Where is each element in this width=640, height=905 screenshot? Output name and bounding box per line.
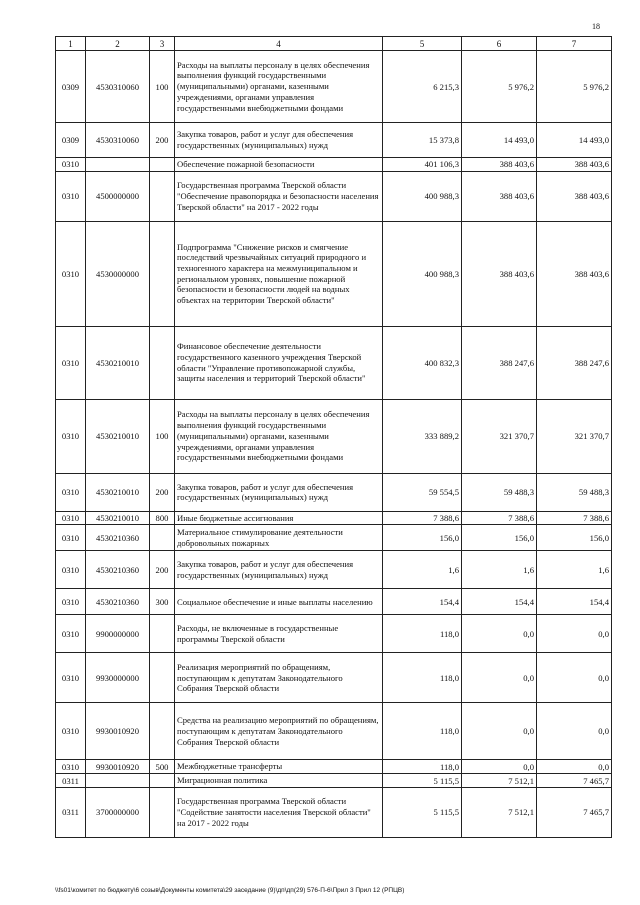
amount-col5: 59 554,5 bbox=[383, 473, 462, 511]
section-code: 0310 bbox=[56, 473, 86, 511]
target-article-code: 3700000000 bbox=[86, 787, 150, 837]
row-description: Реализация мероприятий по обращениям, поступающим к депутатам Законодательного Собрания Тверской области bbox=[175, 653, 383, 703]
target-article-code bbox=[86, 774, 150, 788]
target-article-code: 9900000000 bbox=[86, 615, 150, 653]
amount-col6: 5 976,2 bbox=[462, 51, 537, 123]
amount-col6: 321 370,7 bbox=[462, 399, 537, 473]
section-code: 0310 bbox=[56, 760, 86, 774]
target-article-code: 4530210360 bbox=[86, 551, 150, 589]
target-article-code: 4530210010 bbox=[86, 399, 150, 473]
amount-col6: 59 488,3 bbox=[462, 473, 537, 511]
target-article-code bbox=[86, 158, 150, 172]
expense-type-code: 300 bbox=[150, 589, 175, 615]
row-description: Межбюджетные трансферты bbox=[175, 760, 383, 774]
amount-col6: 0,0 bbox=[462, 653, 537, 703]
target-article-code: 9930010920 bbox=[86, 703, 150, 760]
expense-type-code bbox=[150, 221, 175, 326]
table-row bbox=[56, 171, 612, 221]
amount-col5: 401 106,3 bbox=[383, 158, 462, 172]
amount-col5: 400 988,3 bbox=[383, 221, 462, 326]
section-code: 0310 bbox=[56, 399, 86, 473]
expense-type-code bbox=[150, 326, 175, 399]
target-article-code: 9930010920 bbox=[86, 760, 150, 774]
amount-col7: 1,6 bbox=[537, 551, 612, 589]
amount-col7: 7 465,7 bbox=[537, 774, 612, 788]
footer-file-path: \\fs01\комитет по бюджету\6 созыв\Документы комитета\29 заседание (9)\дп\дп(29) 576-П-6\Прил 3 Прил 12 (РПЦВ) bbox=[55, 887, 405, 894]
amount-col6: 7 512,1 bbox=[462, 774, 537, 788]
amount-col6: 154,4 bbox=[462, 589, 537, 615]
amount-col7: 0,0 bbox=[537, 615, 612, 653]
section-code: 0309 bbox=[56, 123, 86, 158]
row-description: Государственная программа Тверской области "Обеспечение правопорядка и безопасности населения Тверской области" на 2017 - 2022 годы bbox=[175, 171, 383, 221]
table-row bbox=[56, 158, 612, 172]
table-row bbox=[56, 511, 612, 525]
target-article-code: 4530000000 bbox=[86, 221, 150, 326]
amount-col7: 154,4 bbox=[537, 589, 612, 615]
row-description: Закупка товаров, работ и услуг для обеспечения государственных (муниципальных) нужд bbox=[175, 473, 383, 511]
row-description: Миграционная политика bbox=[175, 774, 383, 788]
table-row bbox=[56, 326, 612, 399]
section-code: 0310 bbox=[56, 511, 86, 525]
section-code: 0310 bbox=[56, 615, 86, 653]
amount-col6: 0,0 bbox=[462, 615, 537, 653]
header-cell: 2 bbox=[86, 37, 150, 51]
row-description: Расходы на выплаты персоналу в целях обеспечения выполнения функций государственными (муниципальными) органами, казенными учреждениями, органами управления государственными внебюджетными фондами bbox=[175, 51, 383, 123]
target-article-code: 4530210360 bbox=[86, 525, 150, 551]
table-row bbox=[56, 774, 612, 788]
amount-col5: 156,0 bbox=[383, 525, 462, 551]
table-row bbox=[56, 51, 612, 123]
amount-col5: 154,4 bbox=[383, 589, 462, 615]
expense-type-code bbox=[150, 774, 175, 788]
expense-type-code bbox=[150, 703, 175, 760]
header-cell: 7 bbox=[537, 37, 612, 51]
section-code: 0310 bbox=[56, 158, 86, 172]
amount-col7: 5 976,2 bbox=[537, 51, 612, 123]
target-article-code: 4530310060 bbox=[86, 123, 150, 158]
target-article-code: 4530210010 bbox=[86, 326, 150, 399]
budget-table bbox=[55, 36, 612, 838]
target-article-code: 4500000000 bbox=[86, 171, 150, 221]
row-description: Расходы на выплаты персоналу в целях обеспечения выполнения функций государственными (муниципальными) органами, казенными учреждениями, органами управления государственными внебюджетными фондами bbox=[175, 399, 383, 473]
amount-col7: 388 403,6 bbox=[537, 158, 612, 172]
header-cell: 3 bbox=[150, 37, 175, 51]
table-row bbox=[56, 703, 612, 760]
amount-col6: 388 403,6 bbox=[462, 171, 537, 221]
expense-type-code: 800 bbox=[150, 511, 175, 525]
section-code: 0310 bbox=[56, 703, 86, 760]
amount-col6: 1,6 bbox=[462, 551, 537, 589]
row-description: Обеспечение пожарной безопасности bbox=[175, 158, 383, 172]
amount-col7: 14 493,0 bbox=[537, 123, 612, 158]
header-cell: 5 bbox=[383, 37, 462, 51]
amount-col7: 0,0 bbox=[537, 653, 612, 703]
table-row bbox=[56, 589, 612, 615]
amount-col6: 388 247,6 bbox=[462, 326, 537, 399]
row-description: Государственная программа Тверской области "Содействие занятости населения Тверской области" на 2017 - 2022 годы bbox=[175, 787, 383, 837]
section-code: 0310 bbox=[56, 221, 86, 326]
page-number: 18 bbox=[592, 22, 600, 31]
amount-col7: 59 488,3 bbox=[537, 473, 612, 511]
amount-col5: 333 889,2 bbox=[383, 399, 462, 473]
amount-col6: 14 493,0 bbox=[462, 123, 537, 158]
section-code: 0310 bbox=[56, 171, 86, 221]
amount-col5: 118,0 bbox=[383, 703, 462, 760]
amount-col7: 321 370,7 bbox=[537, 399, 612, 473]
row-description: Подпрограмма "Снижение рисков и смягчение последствий чрезвычайных ситуаций природного и техногенного характера на межмуниципальном и региональном уровнях, повышение пожарной безопасности и безопасности людей на водных объектах на территории Тверской области" bbox=[175, 221, 383, 326]
amount-col7: 0,0 bbox=[537, 760, 612, 774]
amount-col7: 7 465,7 bbox=[537, 787, 612, 837]
amount-col7: 156,0 bbox=[537, 525, 612, 551]
target-article-code: 4530210010 bbox=[86, 511, 150, 525]
amount-col5: 400 988,3 bbox=[383, 171, 462, 221]
expense-type-code: 100 bbox=[150, 399, 175, 473]
section-code: 0311 bbox=[56, 774, 86, 788]
row-description: Расходы, не включенные в государственные программы Тверской области bbox=[175, 615, 383, 653]
amount-col5: 15 373,8 bbox=[383, 123, 462, 158]
amount-col5: 400 832,3 bbox=[383, 326, 462, 399]
expense-type-code bbox=[150, 787, 175, 837]
section-code: 0310 bbox=[56, 525, 86, 551]
row-description: Закупка товаров, работ и услуг для обеспечения государственных (муниципальных) нужд bbox=[175, 551, 383, 589]
section-code: 0310 bbox=[56, 653, 86, 703]
section-code: 0311 bbox=[56, 787, 86, 837]
amount-col5: 5 115,5 bbox=[383, 774, 462, 788]
section-code: 0309 bbox=[56, 51, 86, 123]
amount-col6: 388 403,6 bbox=[462, 158, 537, 172]
amount-col5: 118,0 bbox=[383, 653, 462, 703]
row-description: Финансовое обеспечение деятельности государственного казенного учреждения Тверской области "Управление противопожарной службы, защиты населения и территорий Тверской области" bbox=[175, 326, 383, 399]
amount-col6: 0,0 bbox=[462, 703, 537, 760]
target-article-code: 4530210360 bbox=[86, 589, 150, 615]
expense-type-code: 200 bbox=[150, 473, 175, 511]
amount-col6: 388 403,6 bbox=[462, 221, 537, 326]
amount-col7: 388 403,6 bbox=[537, 221, 612, 326]
section-code: 0310 bbox=[56, 551, 86, 589]
target-article-code: 4530210010 bbox=[86, 473, 150, 511]
row-description: Социальное обеспечение и иные выплаты населению bbox=[175, 589, 383, 615]
table-row bbox=[56, 221, 612, 326]
row-description: Материальное стимулирование деятельности добровольных пожарных bbox=[175, 525, 383, 551]
amount-col5: 7 388,6 bbox=[383, 511, 462, 525]
row-description: Иные бюджетные ассигнования bbox=[175, 511, 383, 525]
expense-type-code bbox=[150, 653, 175, 703]
target-article-code: 9930000000 bbox=[86, 653, 150, 703]
amount-col5: 5 115,5 bbox=[383, 787, 462, 837]
amount-col7: 7 388,6 bbox=[537, 511, 612, 525]
section-code: 0310 bbox=[56, 326, 86, 399]
amount-col5: 118,0 bbox=[383, 615, 462, 653]
amount-col7: 0,0 bbox=[537, 703, 612, 760]
header-cell: 4 bbox=[175, 37, 383, 51]
target-article-code: 4530310060 bbox=[86, 51, 150, 123]
table-row bbox=[56, 525, 612, 551]
expense-type-code bbox=[150, 171, 175, 221]
amount-col6: 7 388,6 bbox=[462, 511, 537, 525]
amount-col5: 1,6 bbox=[383, 551, 462, 589]
table-row bbox=[56, 760, 612, 774]
amount-col7: 388 247,6 bbox=[537, 326, 612, 399]
row-description: Средства на реализацию мероприятий по обращениям, поступающим к депутатам Законодательного Собрания Тверской области bbox=[175, 703, 383, 760]
section-code: 0310 bbox=[56, 589, 86, 615]
header-cell: 6 bbox=[462, 37, 537, 51]
table-row bbox=[56, 123, 612, 158]
expense-type-code: 500 bbox=[150, 760, 175, 774]
expense-type-code bbox=[150, 158, 175, 172]
expense-type-code: 200 bbox=[150, 123, 175, 158]
expense-type-code bbox=[150, 615, 175, 653]
expense-type-code: 100 bbox=[150, 51, 175, 123]
amount-col6: 0,0 bbox=[462, 760, 537, 774]
table-row bbox=[56, 787, 612, 837]
amount-col5: 6 215,3 bbox=[383, 51, 462, 123]
table-row bbox=[56, 399, 612, 473]
amount-col6: 156,0 bbox=[462, 525, 537, 551]
table-row bbox=[56, 653, 612, 703]
header-row bbox=[56, 37, 612, 51]
row-description: Закупка товаров, работ и услуг для обеспечения государственных (муниципальных) нужд bbox=[175, 123, 383, 158]
table-row bbox=[56, 551, 612, 589]
amount-col6: 7 512,1 bbox=[462, 787, 537, 837]
table-row bbox=[56, 473, 612, 511]
header-cell: 1 bbox=[56, 37, 86, 51]
amount-col5: 118,0 bbox=[383, 760, 462, 774]
expense-type-code: 200 bbox=[150, 551, 175, 589]
expense-type-code bbox=[150, 525, 175, 551]
amount-col7: 388 403,6 bbox=[537, 171, 612, 221]
table-row bbox=[56, 615, 612, 653]
